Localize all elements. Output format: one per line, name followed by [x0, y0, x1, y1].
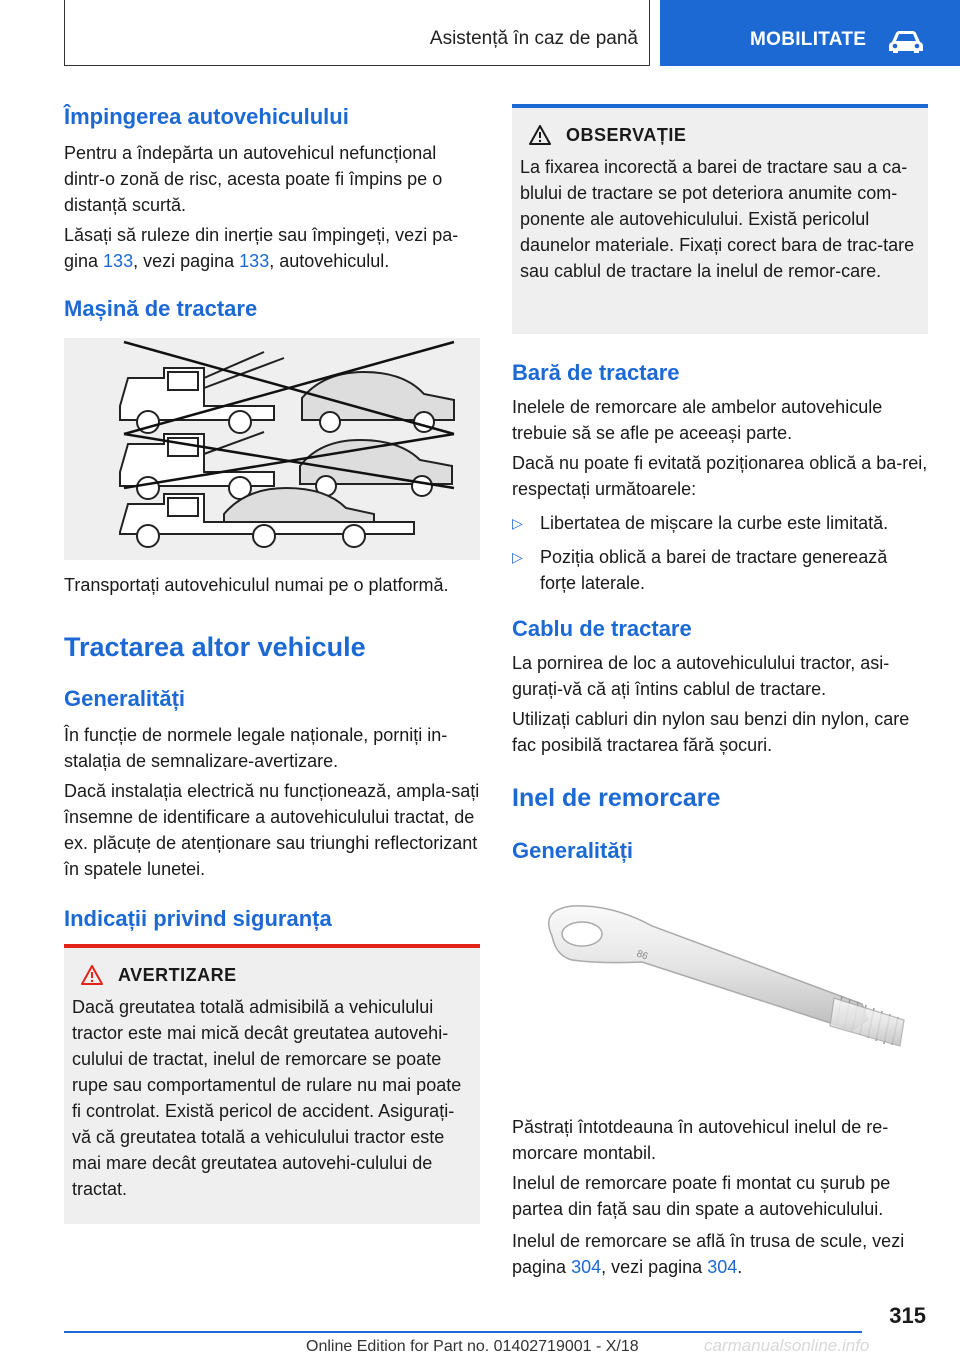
safety-title: Indicații privind siguranța	[64, 906, 332, 931]
ring-general-title: Generalități	[512, 838, 634, 863]
list-item: ▷ Poziția oblică a barei de tractare generează forțe laterale.	[512, 547, 888, 593]
bullet-text: Libertatea de mișcare la curbe este limitată.	[540, 513, 889, 533]
note-label: OBSERVAȚIE	[566, 124, 687, 145]
page-link-304-b[interactable]: 304	[707, 1257, 738, 1277]
tow-other-title: Tractarea altor vehicule	[64, 632, 366, 662]
warning-triangle-icon	[528, 124, 552, 146]
bar-paragraph-2: Dacă nu poate fi evitată poziționarea oblică a ba-rei, respectați următoarele:	[512, 453, 928, 499]
push-title: Împingerea autovehiculului	[64, 104, 349, 129]
push-p2-text-b: , vezi pagina	[133, 251, 240, 271]
page-link-133-b[interactable]: 133	[239, 251, 270, 271]
header-section-title: Asistență în caz de pană	[429, 28, 638, 49]
push-paragraph-2	[64, 222, 480, 274]
bar-paragraph-1: Inelele de remorcare ale ambelor autovehicule trebuie să se afle pe aceeași parte.	[512, 397, 883, 443]
ring-p3-text-c: .	[737, 1257, 743, 1277]
general-paragraph-2: Dacă instalația electrică nu funcționează, ampla-sați însemne de identificare a autovehiculului tractat, de ex. plăcuțe de atenționare sau triunghi reflectorizant în spatele lunetei.	[64, 781, 480, 879]
push-p2-text-c: , autovehiculul.	[269, 251, 390, 271]
bullet-text: Poziția oblică a barei de tractare generează forțe laterale.	[540, 547, 888, 593]
ring-paragraph-1: Păstrați întotdeauna în autovehicul inelul de re-morcare montabil.	[512, 1117, 889, 1163]
bar-bullet-list	[512, 510, 928, 596]
push-paragraph-1: Pentru a îndepărta un autovehicul nefuncțional dintr-o zonă de risc, acesta poate fi împins pe o distanță scurtă.	[64, 143, 443, 215]
chapter-tab[interactable]	[660, 0, 960, 66]
page-number: 315	[889, 1303, 926, 1328]
note-text: La fixarea incorectă a barei de tractare sau a ca-blului de tractare se pot deteriora anumite com-ponente ale autovehiculului. Există pericolul daunelor materiale. Fixați corect bara de trac-tare sau cablul de tractare la inelul de remor-care.	[520, 157, 915, 281]
note-box	[512, 108, 928, 334]
push-p2-text: Lăsați să ruleze din inerție sau împingeți, vezi pa-gina	[64, 225, 459, 271]
general-paragraph-1: În funcție de normele legale naționale, porniți in-stalația de semnalizare-avertizare.	[64, 725, 448, 771]
ring-paragraph-2: Inelul de remorcare poate fi montat cu șurub pe partea din față sau din spate a autovehiculului.	[512, 1173, 891, 1219]
cable-paragraph-2: Utilizați cabluri din nylon sau benzi din nylon, care fac posibilă tractarea fără șocuri.	[512, 709, 910, 755]
tow-ring-figure	[512, 880, 928, 1090]
cable-paragraph-1: La pornirea de loc a autovehiculului tractor, asi-gurați-vă că ați întins cablul de tractare.	[512, 653, 890, 699]
ring-p3-text: Inelul de remorcare se află în trusa de scule, vezi pagina	[512, 1231, 905, 1277]
car-icon	[888, 30, 924, 54]
tow-truck-figure	[64, 338, 480, 560]
watermark: carmanualsonline.info	[704, 1336, 870, 1355]
ring-paragraph-3	[512, 1228, 928, 1280]
warning-text: Dacă greutatea totală admisibilă a vehiculului tractor este mai mică decât greutatea autovehi-culului de tractat, inelul de remorcare se poate rupe sau comportamentul de rulare nu mai poate fi controlat. Există pericol de accident. Asigurați-vă că greutatea totală a vehiculului tractor este mai mare decât greutatea autovehi-culului de tractat.	[72, 997, 462, 1199]
tow-truck-caption: Transportați autovehiculul numai pe o platformă.	[64, 575, 449, 595]
cable-title: Cablu de tractare	[512, 616, 692, 641]
tow-truck-illustration	[64, 338, 480, 560]
page-header	[0, 0, 960, 66]
footer-edition: Online Edition for Part no. 01402719001 - X/18	[306, 1338, 639, 1355]
warning-header	[80, 964, 472, 986]
tow-ring-illustration	[512, 880, 928, 1090]
chapter-title: MOBILITATE	[750, 29, 867, 50]
list-item: ▷ Libertatea de mișcare la curbe este limitată.	[512, 513, 889, 533]
warning-box	[64, 948, 480, 1224]
warning-triangle-icon	[80, 964, 104, 986]
tow-truck-title: Mașină de tractare	[64, 296, 258, 321]
page-link-304-a[interactable]: 304	[571, 1257, 602, 1277]
general-title: Generalități	[64, 686, 186, 711]
ring-p3-text-b: , vezi pagina	[601, 1257, 708, 1277]
ring-title: Inel de remorcare	[512, 784, 721, 812]
ring-stamp-label: 86	[634, 948, 650, 963]
warning-label: AVERTIZARE	[118, 964, 237, 985]
bar-title: Bară de tractare	[512, 360, 680, 385]
footer-divider	[64, 1331, 862, 1333]
page-link-133-a[interactable]: 133	[103, 251, 134, 271]
note-header	[528, 124, 920, 146]
